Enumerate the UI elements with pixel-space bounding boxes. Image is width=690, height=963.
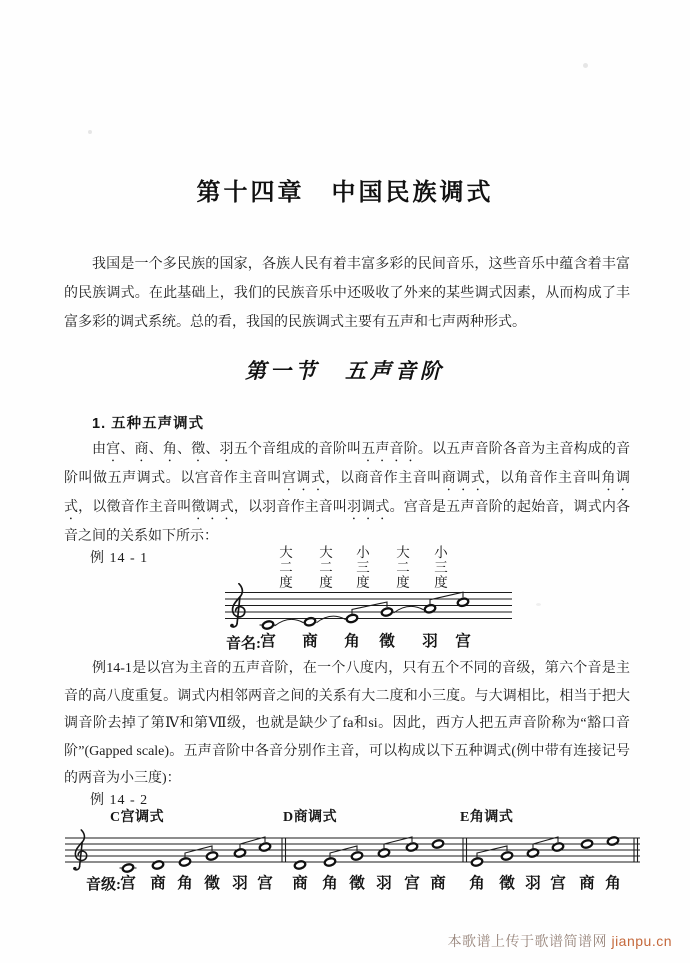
svg-text:徵: 徵 [349,875,365,892]
svg-text:宫: 宫 [260,633,276,650]
interval-label-4: 大二度 [394,545,409,590]
svg-text:宫: 宫 [455,633,471,650]
svg-text:商: 商 [579,875,595,892]
svg-text:宫: 宫 [120,875,136,892]
mode-label-c-gong: C宫调式 [110,810,165,825]
svg-text:徵: 徵 [204,875,220,892]
interval-label-3: 小三度 [354,545,369,590]
svg-text:角: 角 [605,875,621,892]
svg-text:角: 角 [322,875,338,892]
chapter-title: 第十四章 中国民族调式 [196,179,494,206]
scale-degree-prefix: 音级: [86,877,121,893]
scan-speck [583,63,588,68]
pentatonic-scale-staff [220,583,520,663]
svg-text:角: 角 [344,633,360,650]
svg-text:徵: 徵 [499,875,515,892]
scan-speck [88,130,92,134]
mode-label-e-jue: E角调式 [460,810,514,825]
example-14-1-label: 例 14 - 1 [90,551,149,566]
watermark [448,931,672,951]
svg-text:宫: 宫 [257,875,273,892]
interval-label-2: 大二度 [317,545,332,590]
explanation-paragraph: 例14-1是以宫为主音的五声音阶，在一个八度内，只有五个不同的音级，第六个音是主音的高八度重复。调式内相邻两音之间的关系有大二度和小三度。与大调相比，相当于把大调音阶去掉了第Ⅳ和第Ⅶ级，也就是缺少了fa和si。因此，西方人把五声音阶称为“豁口音阶”(Gapped scale)。五声音阶中各音分别作主音，可以构成以下五种调式(例中带有连接记号的两音为小三度)： [64,661,630,786]
watermark-text: 本歌谱上传于歌谱简谱网 [447,933,608,949]
section-heading: 第一节 五声音阶 [245,359,445,383]
scan-speck [536,603,541,606]
watermark-site-link: jianpu.cn [611,933,672,949]
svg-text:徵: 徵 [379,633,395,650]
svg-text:商: 商 [150,875,166,892]
pentatonic-modes-paragraph: 由宫、商、角、徵、羽五个音组成的音阶叫五声音阶。以五声音阶各音为主音构成的音阶叫做五声调式。以宫音作主音叫宫调式，以商音作主音叫商调式，以角音作主音叫角调式，以徵音作主音叫徵调式，以羽音作主音叫羽调式。宫音是五声音阶的起始音，调式内各音之间的关系如下所示： [64,442,631,544]
interval-label-5: 小三度 [432,545,447,590]
five-modes-staff [60,820,650,905]
example-14-2-label: 例 14 - 2 [90,793,149,808]
svg-text:羽: 羽 [376,875,392,892]
svg-text:商: 商 [292,875,308,892]
svg-text:商: 商 [430,875,446,892]
note-names-prefix: 音名: [226,636,261,652]
svg-text:宫: 宫 [404,875,420,892]
mode-label-d-shang: D商调式 [283,810,338,825]
intro-paragraph: 我国是一个多民族的国家，各族人民有着丰富多彩的民间音乐，这些音乐中蕴含着丰富的民族调式。在此基础上，我们的民族音乐中还吸收了外来的某些调式因素，从而构成了丰富多彩的调式系统。总的看，我国的民族调式主要有五声和七声两种形式。 [64,257,630,330]
interval-label-1: 大二度 [277,545,292,590]
svg-text:角: 角 [469,875,485,892]
svg-text:宫: 宫 [550,875,566,892]
subsection-heading: 1. 五种五声调式 [92,416,205,432]
svg-text:角: 角 [177,875,193,892]
svg-text:羽: 羽 [525,875,541,892]
svg-text:羽: 羽 [232,875,248,892]
svg-text:商: 商 [302,633,318,650]
svg-text:羽: 羽 [422,633,438,650]
